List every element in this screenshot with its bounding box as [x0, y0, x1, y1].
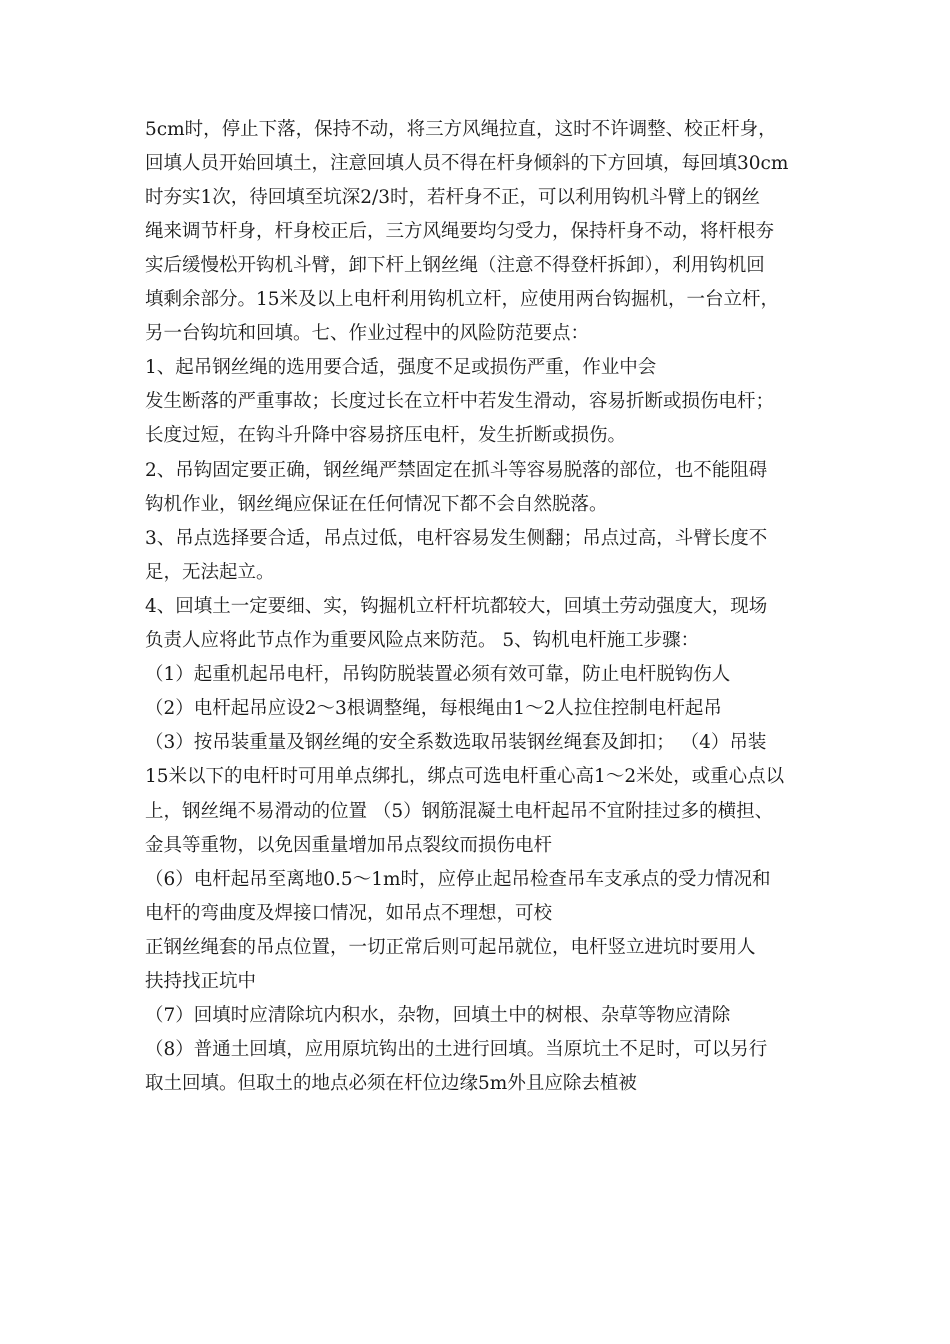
text-line: 扶持找正坑中 — [145, 971, 257, 992]
text-line: 4、回填土一定要细、实，钩掘机立杆杆坑都较大，回填土劳动强度大，现场 — [145, 596, 768, 617]
text-line: 15米以下的电杆时可用单点绑扎，绑点可选电杆重心高1～2米处，或重心点以 — [145, 766, 785, 787]
text-line: 1、起吊钢丝绳的选用要合适，强度不足或损伤严重，作业中会 — [145, 357, 657, 378]
text-line: （1）起重机起吊电杆，吊钩防脱装置必须有效可靠，防止电杆脱钩伤人 — [145, 664, 731, 685]
text-line: 正钢丝绳套的吊点位置，一切正常后则可起吊就位，电杆竖立进坑时要用人 — [145, 937, 756, 958]
text-line: 实后缓慢松开钩机斗臂，卸下杆上钢丝绳（注意不得登杆拆卸），利用钩机回 — [145, 255, 765, 276]
text-line: （6）电杆起吊至离地0.5～1m时，应停止起吊检查吊车支承点的受力情况和 — [145, 869, 771, 890]
text-line: 钩机作业，钢丝绳应保证在任何情况下都不会自然脱落。 — [145, 494, 608, 515]
text-line: （2）电杆起吊应设2～3根调整绳，每根绳由1～2人拉住控制电杆起吊 — [145, 698, 722, 719]
text-line: 回填人员开始回填土，注意回填人员不得在杆身倾斜的下方回填，每回填30cm — [145, 153, 789, 174]
text-line: 绳来调节杆身，杆身校正后，三方风绳要均匀受力，保持杆身不动，将杆根夯 — [145, 221, 775, 242]
text-line: 上，钢丝绳不易滑动的位置 （5）钢筋混凝土电杆起吊不宜附挂过多的横担、 — [145, 801, 774, 822]
text-line: 负责人应将此节点作为重要风险点来防范。 5、钩机电杆施工步骤： — [145, 630, 700, 651]
text-line: 填剩余部分。15米及以上电杆利用钩机立杆，应使用两台钩掘机，一台立杆， — [145, 289, 780, 310]
text-line: 长度过短，在钩斗升降中容易挤压电杆，发生折断或损伤。 — [145, 425, 627, 446]
text-line: 3、吊点选择要合适，吊点过低，电杆容易发生侧翻；吊点过高，斗臂长度不 — [145, 528, 768, 549]
text-line: 另一台钩坑和回填。七、作业过程中的风险防范要点： — [145, 323, 590, 344]
text-line: 时夯实1次，待回填至坑深2/3时，若杆身不正，可以利用钩机斗臂上的钢丝 — [145, 187, 761, 208]
text-line: 金具等重物，以免因重量增加吊点裂纹而损伤电杆 — [145, 835, 553, 856]
text-line: （7）回填时应清除坑内积水，杂物，回填土中的树根、杂草等物应清除 — [145, 1005, 731, 1026]
text-line: 2、吊钩固定要正确，钢丝绳严禁固定在抓斗等容易脱落的部位，也不能阻碍 — [145, 460, 768, 481]
text-line: 5cm时，停止下落，保持不动，将三方风绳拉直，这时不许调整、校正杆身， — [145, 119, 777, 140]
text-line: 发生断落的严重事故；长度过长在立杆中若发生滑动，容易折断或损伤电杆； — [145, 391, 775, 412]
text-line: （3）按吊装重量及钢丝绳的安全系数选取吊装钢丝绳套及卸扣； （4）吊装 — [145, 732, 767, 753]
text-line: （8）普通土回填，应用原坑钩出的土进行回填。当原坑土不足时，可以另行 — [145, 1039, 768, 1060]
text-line: 电杆的弯曲度及焊接口情况，如吊点不理想，可校 — [145, 903, 553, 924]
text-line: 足，无法起立。 — [145, 562, 275, 583]
text-line: 取土回填。但取土的地点必须在杆位边缘5m外且应除去植被 — [145, 1073, 637, 1094]
